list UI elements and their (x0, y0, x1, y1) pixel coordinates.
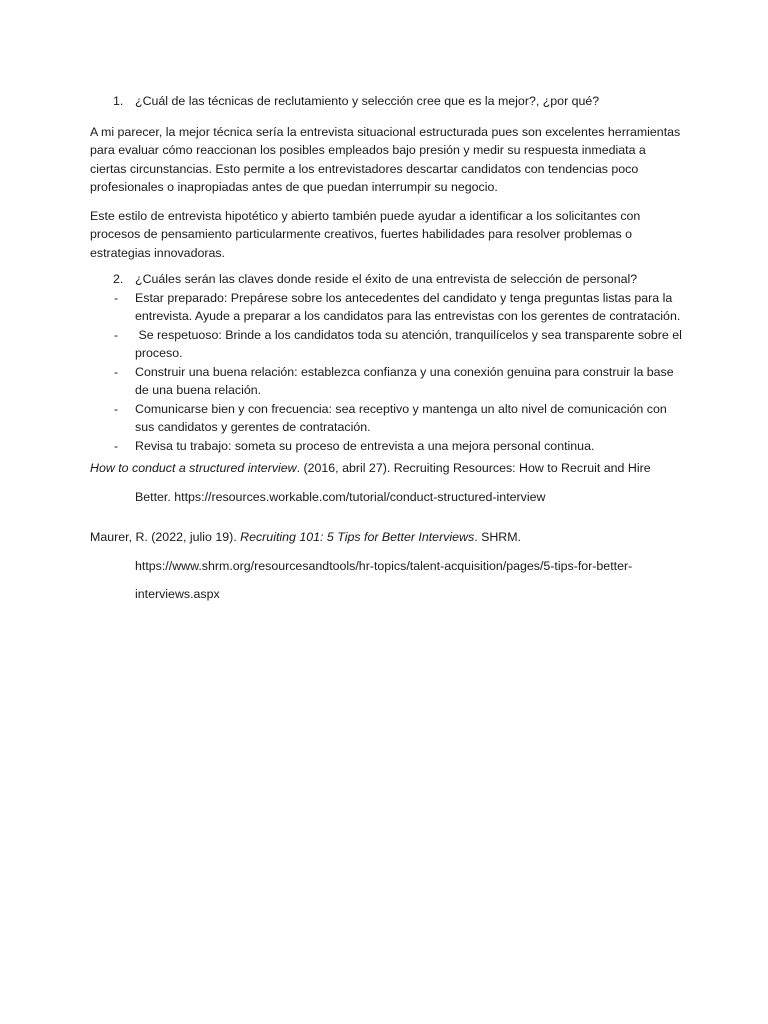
list-item (90, 400, 682, 437)
reference-1-link[interactable]: Better. https://resources.workable.com/tutorial/conduct-structured-interview (135, 489, 546, 504)
list-item (90, 363, 682, 400)
reference-1-details: . (2016, abril 27). Recruiting Resources: How to Recruit and Hire (296, 461, 651, 475)
list-item-text: Construir una buena relación: establezca confianza y una conexión genuina para construir la base de una buena relación. (135, 364, 674, 397)
list-item-text: Se respetuoso: Brinde a los candidatos toda su atención, tranquilícelos y sea transparente sobre el proceso. (135, 327, 686, 360)
list-dash: - (114, 401, 119, 416)
keys-list (90, 289, 686, 456)
question-1 (90, 92, 682, 111)
list-dash: - (114, 290, 119, 305)
reference-2-link-end[interactable]: interviews.aspx (135, 587, 220, 601)
list-dash: - (114, 438, 119, 453)
question-2-text: ¿Cuáles serán las claves donde reside el éxito de una entrevista de selección de personal? (135, 272, 638, 286)
list-dash: - (114, 364, 119, 379)
question-1-text: ¿Cuál de las técnicas de reclutamiento y selección cree que es la mejor?, ¿por qué? (135, 94, 600, 108)
list-item-text: Estar preparado: Prepárese sobre los antecedentes del candidato y tenga preguntas listas para la entrevista. Ayude a preparar a los candidatos para las entrevistas con los gerentes de contratación. (135, 290, 681, 323)
question-1-number: 1. (113, 94, 124, 108)
list-dash: - (114, 327, 119, 342)
question-2-number: 2. (113, 272, 124, 286)
reference-2-title: Recruiting 101: 5 Tips for Better Interviews (240, 530, 475, 544)
reference-2-author: Maurer, R. (2022, julio 19). (90, 530, 241, 544)
list-item (90, 437, 682, 456)
reference-2-link[interactable]: https://www.shrm.org/resourcesandtools/hr-topics/talent-acquisition/pages/5-tips-for-better- (135, 558, 633, 573)
document-body (90, 92, 686, 604)
list-item (90, 326, 686, 363)
reference-1 (90, 459, 682, 478)
list-item (90, 289, 682, 326)
list-item-text: Comunicarse bien y con frecuencia: sea receptivo y mantenga un alto nivel de comunicación con sus candidatos y gerentes de contratación. (135, 401, 667, 434)
answer-paragraph-2: Este estilo de entrevista hipotético y abierto también puede ayudar a identificar a los solicitantes con procesos de pensamiento particularmente creativos, fuertes habilidades para resolver problemas o estrategias innovadoras. (90, 208, 641, 260)
reference-2-details: . SHRM. (474, 530, 521, 544)
reference-2 (90, 528, 682, 547)
list-item-text: Revisa tu trabajo: someta su proceso de entrevista a una mejora personal continua. (135, 438, 595, 453)
question-2 (90, 270, 682, 289)
reference-1-title: How to conduct a structured interview (90, 461, 297, 475)
answer-paragraph-1: A mi parecer, la mejor técnica sería la entrevista situacional estructurada pues son excelentes herramientas para evaluar cómo reaccionan los posibles empleados bajo presión y medir su respuesta inmediata a ciertas circunstancias. Esto permite a los entrevistadores descartar candidatos con tendencias poco profesionales o inapropiadas antes de que puedan interrumpir su negocio. (90, 124, 681, 194)
